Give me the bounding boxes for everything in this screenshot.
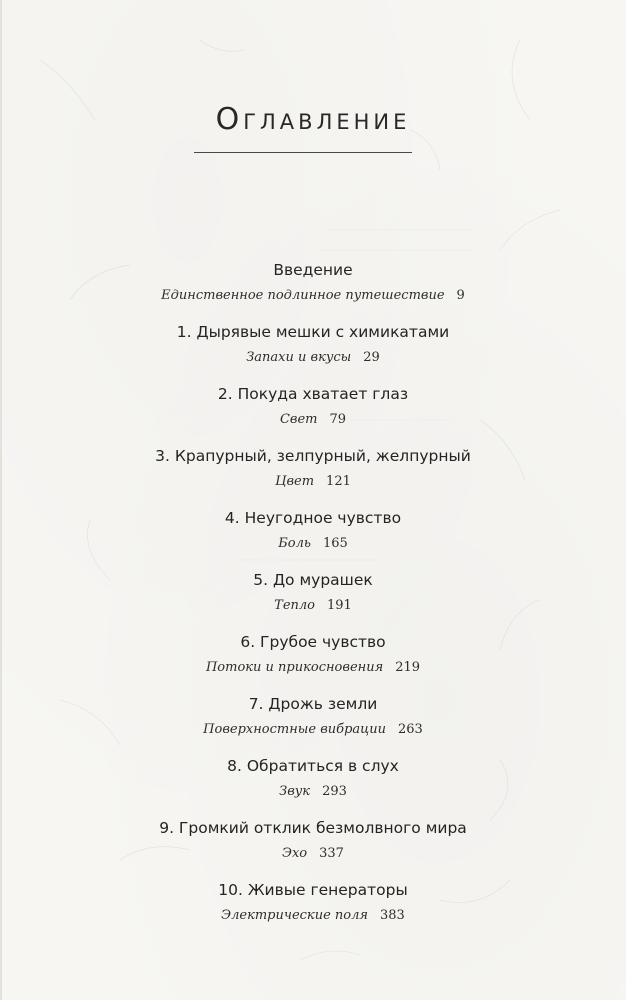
toc-entry-title: 7. Дрожь земли (248, 695, 378, 713)
toc-entry-chapter-2 (0, 382, 626, 444)
toc-entry-subtitle-line (0, 408, 626, 432)
toc-entry-subtitle-line (0, 780, 626, 804)
toc-entry-subtitle-line (0, 346, 626, 370)
toc-entry-title: 1. Дырявые мешки с химикатами (176, 323, 450, 341)
toc-entry-subtitle: Тепло (274, 598, 315, 613)
toc-entry-chapter-7 (0, 692, 626, 754)
toc-entry-subtitle: Поверхностные вибрации (203, 722, 386, 737)
toc-entry-title: 6. Грубое чувство (240, 633, 386, 651)
toc-entry-intro (0, 258, 626, 320)
toc-entry-subtitle: Электрические поля (221, 908, 368, 923)
toc-entry-chapter-1 (0, 320, 626, 382)
toc-entry-subtitle-line (0, 594, 626, 618)
toc-entry-subtitle: Запахи и вкусы (246, 350, 352, 365)
toc-entry-title: 3. Крапурный, зелпурный, желпурный (155, 447, 471, 465)
toc-entry-page: 337 (319, 846, 344, 861)
toc-entry-page: 79 (329, 412, 347, 427)
toc-entry-page: 219 (395, 660, 421, 675)
table-of-contents (0, 258, 626, 940)
toc-entry-title: 8. Обратиться в слух (227, 757, 399, 775)
toc-entry-subtitle-line (0, 842, 626, 866)
toc-entry-subtitle-line (0, 470, 626, 494)
toc-entry-subtitle-line (0, 532, 626, 556)
toc-entry-page: 191 (327, 598, 352, 613)
toc-entry-chapter-6 (0, 630, 626, 692)
title-underline (194, 152, 412, 153)
toc-entry-title: 9. Громкий отклик безмолвного мира (159, 819, 467, 837)
toc-entry-chapter-10 (0, 878, 626, 940)
toc-entry-title: 10. Живые генераторы (218, 881, 408, 899)
toc-entry-page: 263 (397, 722, 423, 737)
toc-entry-subtitle-line (0, 656, 626, 680)
toc-entry-subtitle: Боль (278, 536, 311, 551)
toc-entry-chapter-4 (0, 506, 626, 568)
toc-entry-page: 383 (379, 908, 405, 923)
toc-entry-page: 121 (326, 474, 351, 489)
toc-entry-page: 293 (322, 784, 347, 799)
toc-entry-title: 5. До мурашек (253, 571, 373, 589)
toc-entry-chapter-3 (0, 444, 626, 506)
toc-entry-subtitle-line (0, 284, 626, 308)
toc-entry-page: 9 (456, 288, 465, 303)
toc-entry-subtitle-line (0, 718, 626, 742)
toc-entry-subtitle: Потоки и прикосновения (205, 660, 384, 675)
toc-entry-chapter-5 (0, 568, 626, 630)
toc-entry-subtitle: Эхо (282, 846, 308, 861)
toc-entry-page: 165 (322, 536, 348, 551)
page-title: Оглавление (215, 102, 411, 137)
toc-entry-subtitle: Звук (279, 784, 311, 799)
toc-entry-subtitle-line (0, 904, 626, 928)
toc-entry-title: Введение (273, 261, 353, 279)
toc-entry-subtitle: Цвет (275, 474, 315, 489)
toc-entry-title: 2. Покуда хватает глаз (217, 385, 409, 403)
toc-entry-subtitle: Единственное подлинное путешествие (161, 288, 445, 303)
toc-entry-subtitle: Свет (279, 412, 318, 427)
toc-entry-page: 29 (363, 350, 380, 365)
toc-entry-chapter-9 (0, 816, 626, 878)
toc-entry-chapter-8 (0, 754, 626, 816)
toc-entry-title: 4. Неугодное чувство (224, 509, 402, 527)
